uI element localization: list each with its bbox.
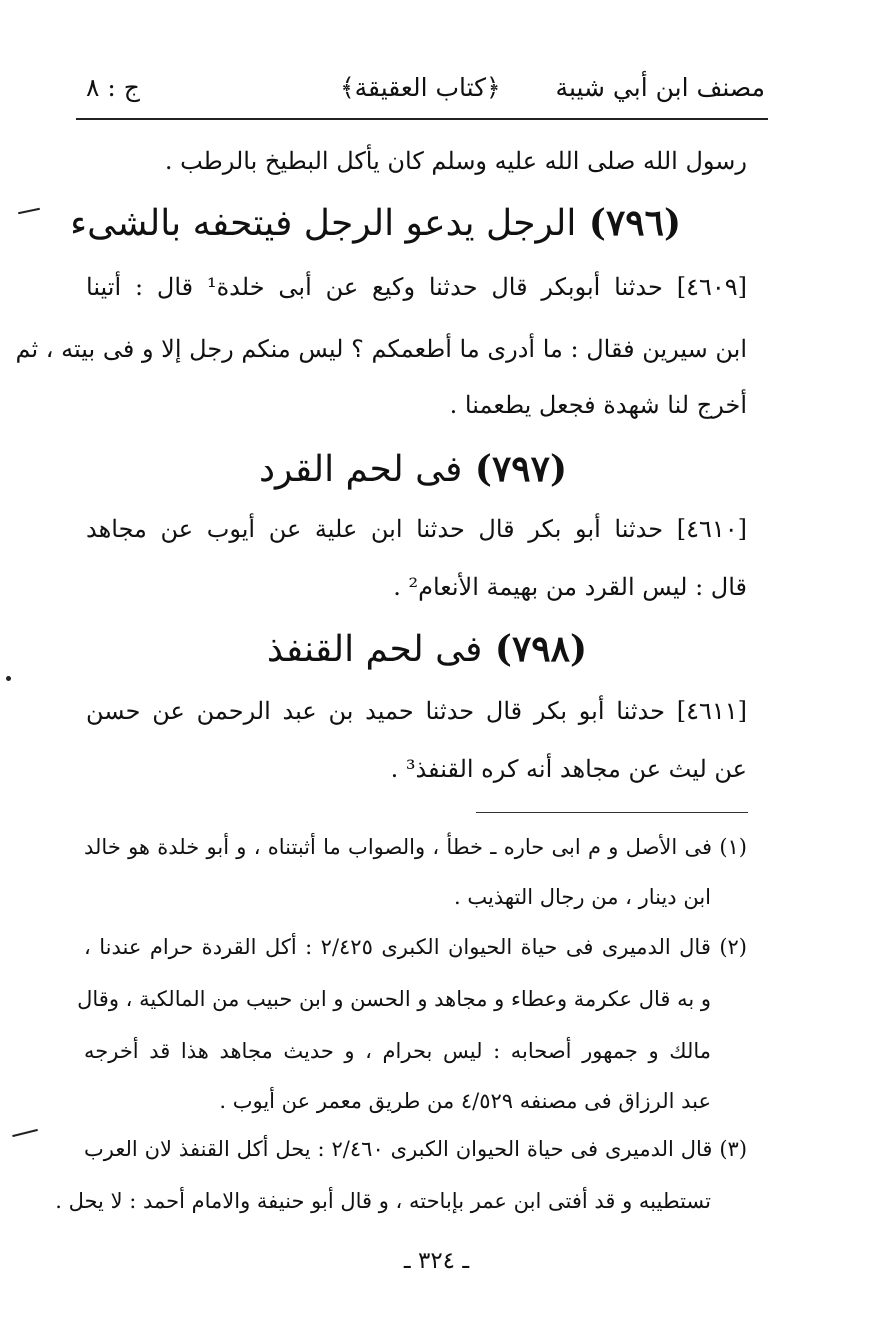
footnote-1-line: ابن دينار ، من رجال التهذيب . [454, 885, 711, 909]
scan-mark [12, 1129, 38, 1137]
footnote-2-line: (٢) قال الدميرى فى حياة الحيوان الكبرى ٢/٤٢٥ : أكل القردة حرام عندنا ، [84, 935, 747, 959]
header-volume: ج : ٨ [86, 73, 140, 102]
intro-line: رسول الله صلى الله عليه وسلم كان يأكل البطيخ بالرطب . [164, 147, 747, 175]
footnote-3-line: تستطيبه و قد أفتى ابن عمر بإباحته ، و قال أبو حنيفة والامام أحمد : لا يحل . [55, 1189, 711, 1213]
section-heading-796 [70, 200, 681, 247]
footnote-2-line: عبد الرزاق فى مصنفه ٤/٥٢٩ من طريق معمر عن أيوب . [219, 1089, 711, 1113]
section-heading-797 [259, 446, 567, 493]
hadith-line: عن ليث عن مجاهد أنه كره القنفذ³ . [390, 755, 747, 783]
footnote-1-line: (١) فى الأصل و م ابى حاره ـ خطأ ، والصواب ما أثبتناه ، و أبو خلدة هو خالد [84, 835, 747, 859]
section-title: فى لحم القنفذ [266, 629, 483, 670]
hadith-line: ابن سيرين فقال : ما أدرى ما أطعمكم ؟ ليس منكم رجل إلا و فى بيته ، ثم [15, 335, 747, 363]
hadith-line: أخرج لنا شهدة فجعل يطعمنا . [449, 391, 747, 419]
section-number: (٧٩٨) [494, 628, 587, 670]
header-book-title: ﴿كتاب العقيقة﴾ [340, 73, 501, 102]
scan-mark [18, 208, 40, 215]
section-title: فى لحم القرد [259, 449, 463, 490]
hadith-line: [٤٦٠٩] حدثنا أبوبكر قال حدثنا وكيع عن أبى خلدة¹ قال : أتينا [86, 273, 747, 301]
footnote-rule [476, 812, 748, 813]
header-rule [76, 118, 768, 120]
header-source-title: مصنف ابن أبي شيبة [555, 73, 765, 102]
scan-mark [6, 676, 11, 681]
hadith-line: [٤٦١٠] حدثنا أبو بكر قال حدثنا ابن علية عن أيوب عن مجاهد [86, 515, 748, 543]
footnote-2-line: و به قال عكرمة وعطاء و مجاهد و الحسن و ابن حبيب من المالكية ، وقال [77, 987, 711, 1011]
section-number: (٧٩٧) [474, 448, 567, 490]
footnote-2-line: مالك و جمهور أصحابه : ليس بحرام ، و حديث مجاهد هذا قد أخرجه [84, 1039, 711, 1063]
hadith-line: [٤٦١١] حدثنا أبو بكر قال حدثنا حميد بن عبد الرحمن عن حسن [86, 697, 747, 725]
section-heading-798 [267, 626, 587, 673]
section-title: الرجل يدعو الرجل فيتحفه بالشىء [70, 203, 577, 244]
page-number: ـ ٣٢٤ ـ [403, 1248, 470, 1274]
hadith-line: قال : ليس القرد من بهيمة الأنعام² . [393, 573, 747, 601]
footnote-3-line: (٣) قال الدميرى فى حياة الحيوان الكبرى ٢/٤٦٠ : يحل أكل القنفذ لان العرب [84, 1137, 748, 1161]
section-number: (٧٩٦) [588, 202, 681, 244]
